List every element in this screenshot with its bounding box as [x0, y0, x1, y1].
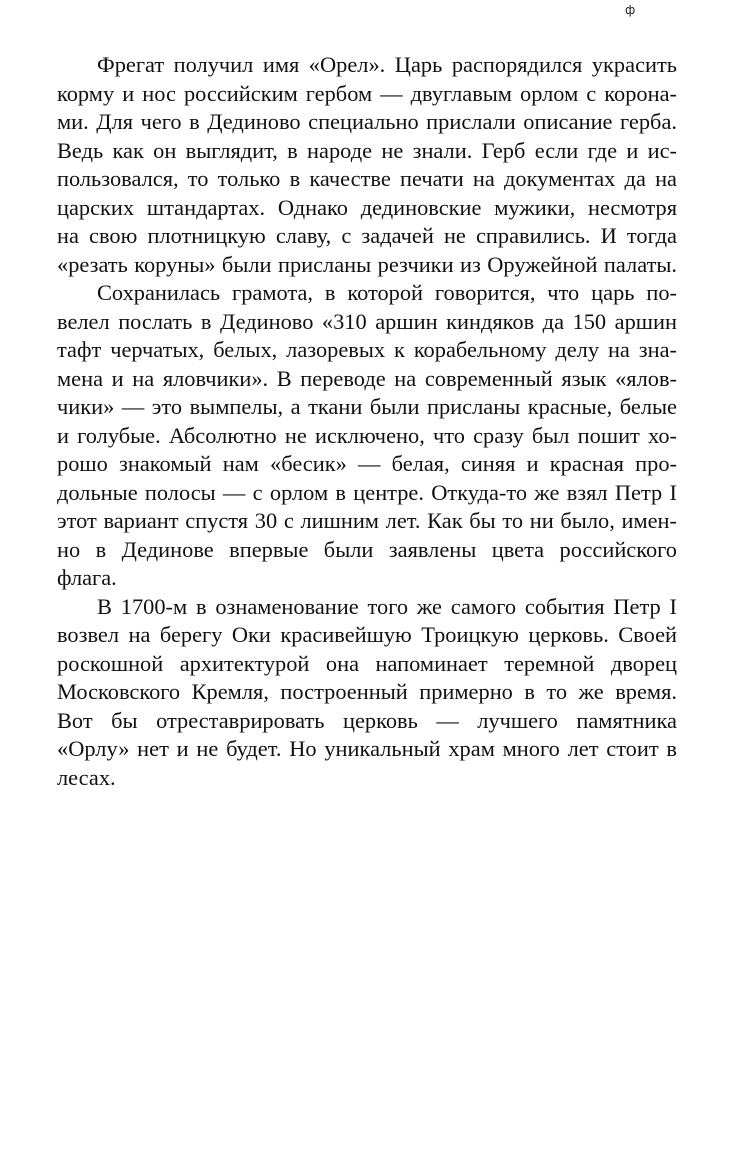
text-line: флага. [57, 565, 117, 590]
text-line: Вот бы отреставрировать церковь — лучшего памятника [57, 707, 677, 733]
text-line: пользовался, то только в качестве печати на документах да на [57, 166, 677, 191]
text-line: лесах. [57, 764, 116, 790]
text-line: чики» — это вымпелы, а ткани были присланы красные, белые [57, 394, 677, 419]
text-line: велел послать в Дединово «310 аршин киндяков да 150 аршин [57, 308, 677, 334]
text-line: ми. Для чего в Дединово специально прислали описание герба. [57, 109, 677, 134]
corner-mark: ф [625, 3, 636, 17]
text-line: Фрегат получил имя «Орел». Царь распорядился украсить [97, 52, 677, 77]
text-line: Сохранилась грамота, в которой говорится, что царь по- [97, 280, 677, 305]
text-line: «резать коруны» были присланы резчики из Оружейной палаты. [57, 251, 677, 277]
paragraph-1 [57, 51, 677, 279]
text-line: рошо знакомый нам «бесик» — белая, синяя и красная про- [57, 451, 677, 476]
text-line: и голубые. Абсолютно не исключено, что сразу был пошит хо- [57, 422, 677, 448]
text-line: Московского Кремля, построенный примерно в то же время. [57, 679, 677, 704]
text-line: «Орлу» нет и не будет. Но уникальный храм много лет стоит в [57, 736, 677, 761]
text-line: тафт черчатых, белых, лазоревых к корабельному делу на зна- [57, 337, 677, 362]
body-text [57, 51, 677, 792]
text-line: этот вариант спустя 30 с лишним лет. Как бы то ни было, имен- [57, 508, 677, 533]
text-line: роскошной архитектурой она напоминает теремной дворец [57, 650, 677, 676]
text-line: корму и нос российским гербом — двуглавым орлом с корона- [57, 80, 677, 106]
text-line: мена и на яловчики». В переводе на современный язык «ялов- [57, 365, 677, 391]
paragraph-2 [57, 279, 677, 593]
text-line: Ведь как он выглядит, в народе не знали. Герб если где и ис- [57, 137, 677, 163]
paragraph-3 [57, 593, 677, 793]
text-line: дольные полосы — с орлом в центре. Откуда-то же взял Петр I [57, 479, 677, 505]
text-line: на свою плотницкую славу, с задачей не справились. И тогда [57, 223, 677, 248]
text-line: царских штандартах. Однако дединовские мужики, несмотря [57, 194, 677, 220]
text-line: но в Дединове впервые были заявлены цвета российского [57, 536, 677, 562]
text-line: возвел на берегу Оки красивейшую Троицкую церковь. Своей [57, 622, 677, 647]
text-line: В 1700-м в ознаменование того же самого события Петр I [97, 593, 677, 619]
